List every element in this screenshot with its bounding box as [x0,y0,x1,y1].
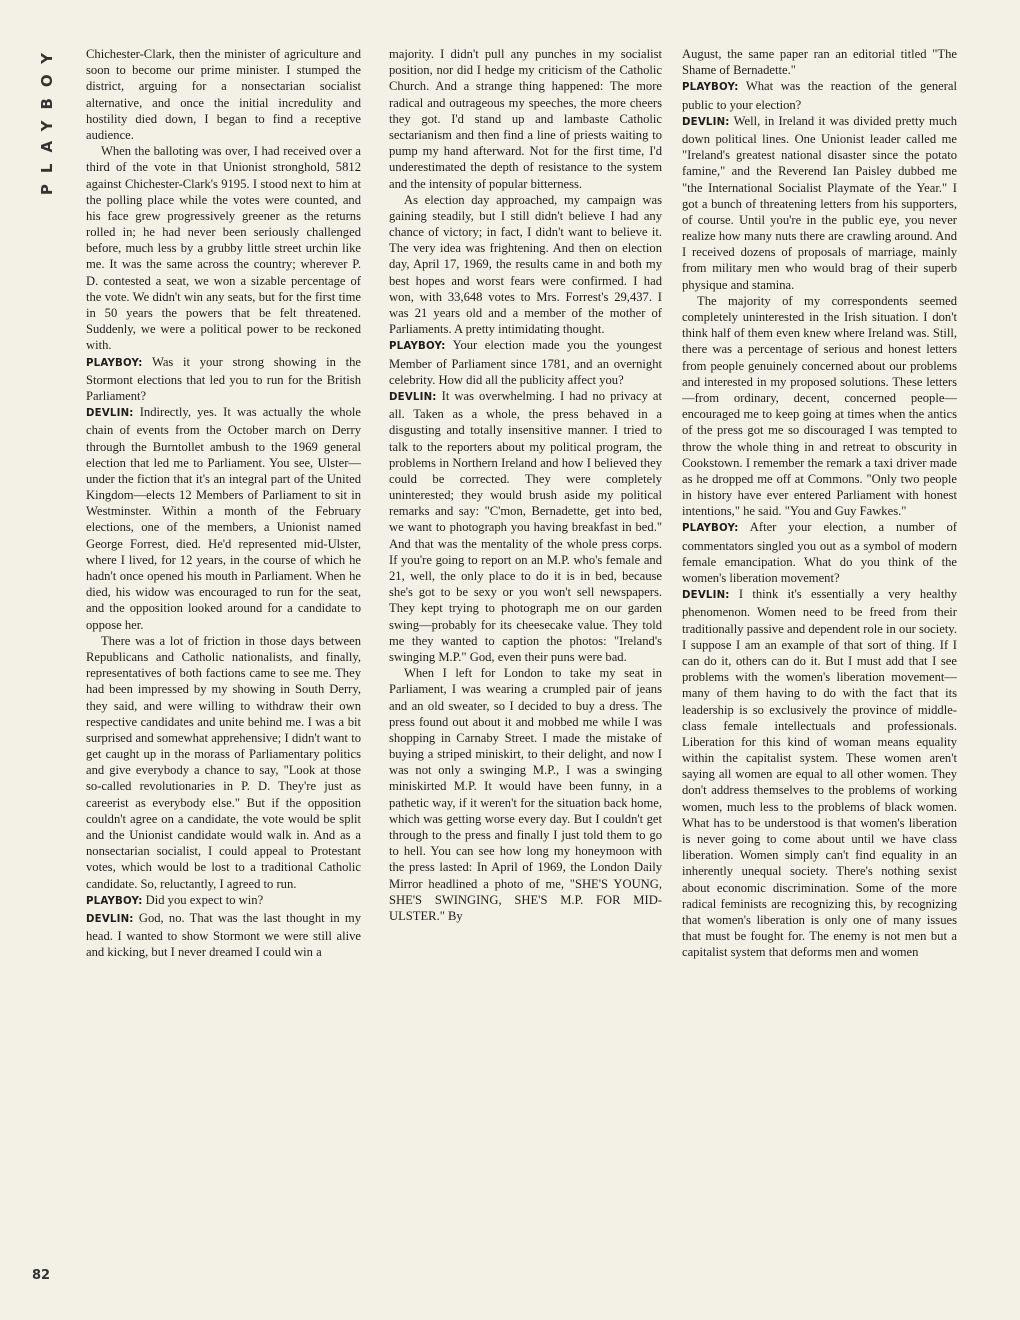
paragraph-text: majority. I didn't pull any punches in my socialist position, nor did I hedge my criticism of the Catholic Church. And a strange thing happened: The more radical and outrageous my speeches, the more cheers they got. I'd stand up and lambaste Catholic sectarianism and then find a line of priests waiting to pump my hand afterward. Not for the first time, I'd underestimated the depth of resistance to the system and the intensity of popular bitterness. [389,47,662,191]
speaker-label: PLAYBOY: [86,895,143,907]
paragraph-text: Well, in Ireland it was divided pretty much down political lines. One Unionist leader called me "Ireland's greatest national disaster since the potato famine," and the Reverend Ian Paisley dubbed me "the International Socialist Playmate of the Year." I got a bunch of threatening letters from his supporters, of course. Until you're in the public eye, you never realize how many nuts there are crawling around. And I received dozens of proposals of marriage, mainly from military men who would brag of their superb physique and stamina. [682,113,957,292]
paragraph [389,665,662,924]
paragraph-text: After your election, a number of commentators singled you out as a symbol of modern female emancipation. What do you think of the women's liberation movement? [682,520,957,585]
page-number: 82 [32,1268,51,1283]
paragraph-text: The majority of my correspondents seemed completely uninterested in the Irish situation. I don't think half of them even knew where Ireland was. Still, there was a percentage of serious and honest letters from people genuinely concerned about our problems and interested in my proposed solutions. These letters—from ordinary, decent, concerned people—encouraged me to keep going at times when the antics of the press got me so discouraged I was tempted to throw the whole thing in and retreat to obscurity in Cookstown. I remember the remark a taxi driver made as he dropped me off at Commons. "Only two people in history have ever entered Parliament with honest intentions," he said. "You and Guy Fawkes." [682,293,957,519]
paragraph-text: Chichester-Clark, then the minister of agriculture and soon to become our prime minister. I stumped the district, arguing for a nonsectarian socialist alternative, and once the initial incredulity and hostility died down, I began to find a receptive audience. [86,47,361,142]
paragraph-text: Indirectly, yes. It was actually the whole chain of events from the October march on Derry through the Burntollet ambush to the 1969 general election that led me to Parliament. You see, Ulster—under the fiction that it's an integral part of the United Kingdom—elects 12 Members of Parliament to sit in Westminster. Within a month of the February elections, one of the members, a Unionist named George Forrest, died. He'd represented mid-Ulster, where I lived, for 12 years, in the course of which he hadn't once opened his mouth in Parliament. When he died, his widow was encouraged to run for the seat, and the opposition looked around for a candidate to oppose her. [86,405,361,632]
speaker-label: PLAYBOY: [682,523,739,535]
paragraph [682,78,957,112]
speaker-label: DEVLIN: [86,408,134,420]
paragraph-text: There was a lot of friction in those days between Republicans and Catholic nationalists, and finally, representatives of both factions came to see me. They had been impressed by my showing in South Derry, they said, and were willing to withdraw their own respective candidates and unite behind me. I was a bit surprised and somewhat apprehensive; I didn't want to get caught up in the morass of Parliamentary politics and give everybody a chance to say, "Look at those so-called revolutionaries in P. D. They're just as careerist as everybody else." But if the opposition couldn't agree on a candidate, the vote would be split and the Unionist candidate would walk in. And as a nonsectarian socialist, I could appeal to Protestant votes, which would be lost to a traditional Catholic candidate. So, reluctantly, I agreed to run. [86,633,361,891]
speaker-label: DEVLIN: [682,116,730,128]
paragraph [682,519,957,586]
paragraph-text: I think it's essentially a very healthy phenomenon. Women need to be freed from their traditionally passive and dependent role in our society. I suppose I am an example of that sort of thing. If I can do it, others can do it. But I must add that I see problems with the women's liberation movement—many of them having to do with the fact that its leadership is so exclusively the province of middle-class female intellectuals and professionals. Liberation for this kind of woman means equality within the capitalist system. These women aren't saying all women are equal to all other women. They don't address themselves to the problems of working women, much less to the problems of black women. What has to be understood is that women's liberation is never going to come about until we have class liberation. Women simply can't find equality in an inherently unequal society. There's nothing sexist about economic discrimination. Some of the more radical feminists are recognizing this, by recognizing that women's liberation is only one of many issues that must be fought for. The enemy is not men but a capitalist system that deforms men and women [682,587,957,960]
paragraph [389,337,662,388]
paragraph-text: As election day approached, my campaign was gaining steadily, but I still didn't believe I had any chance of victory; in fact, I didn't want to believe it. The very idea was frightening. And then on election day, April 17, 1969, the results came in and both my best hopes and worst fears were confirmed. I had won, with 33,648 votes to Mrs. Forrest's 29,437. I was 21 years old and a member of the mother of Parliaments. A pretty intimidating thought. [389,192,662,337]
speaker-label: DEVLIN: [389,391,437,403]
paragraph [682,293,957,520]
paragraph-text: Was it your strong showing in the Stormont elections that led you to run for the British Parliament? [86,354,361,403]
paragraph [86,910,361,961]
paragraph-text: God, no. That was the last thought in my head. I wanted to show Stormont we were still alive and kicking, but I never dreamed I could win a [86,910,361,960]
paragraph [86,143,361,353]
paragraph [389,46,662,192]
paragraph-text: Did you expect to win? [145,892,264,907]
paragraph-text: Your election made you the youngest Member of Parliament since 1781, and an overnight celebrity. How did all the publicity affect you? [389,338,662,387]
paragraph [86,892,361,910]
paragraph-text: What was the reaction of the general public to your election? [682,79,957,112]
paragraph-text: When I left for London to take my seat in Parliament, I was wearing a crumpled pair of jeans and an old sweater, so I decided to buy a dress. The press found out about it and mobbed me while I was shopping in Carnaby Street. I made the mistake of buying a striped miniskirt, to their delight, and now I was not only a swinging M.P., I was a swinging miniskirted M.P. It would have been funny, in a pathetic way, if it weren't for the situation back home, which was getting worse every day. But I couldn't get through to the press and finally I just told them to go to hell. You can see how long my honeymoon with the press lasted: In April of 1969, the London Daily Mirror headlined a photo of me, "SHE'S YOUNG, SHE'S SWINGING, SHE'S M.P. FOR MID-ULSTER." By [389,666,662,923]
speaker-label: DEVLIN: [86,913,134,925]
paragraph [682,46,957,78]
paragraph [389,192,662,338]
text-column-2 [389,46,662,1308]
paragraph [682,113,957,293]
speaker-label: PLAYBOY: [682,82,739,94]
paragraph [389,388,662,665]
paragraph-text: August, the same paper ran an editorial titled "The Shame of Bernadette." [682,47,957,78]
speaker-label: DEVLIN: [682,590,730,602]
paragraph-text: It was overwhelming. I had no privacy at all. Taken as a whole, the press behaved in a disgusting and totally insensitive manner. I tried to talk to the reporters about my political program, the problems in Northern Ireland and how I believed they could be corrected. They were completely uninterested; they would brush aside my political remarks and say: "C'mon, Bernadette, get into bed, we want to photograph you having breakfast in bed." And that was the mentality of the whole press corps. If you're going to report on an M.P. who's female and 21, well, the only place to do it is in bed, because she's got to be sexy or you won't sell newspapers. They kept trying to photograph me on our garden swing—probably for its cheesecake value. They told me they wanted to caption the photos: "Ireland's swinging M.P." God, even their puns were bad. [389,388,662,664]
paragraph [86,354,361,405]
paragraph-text: When the balloting was over, I had received over a third of the vote in that Unionist stronghold, 5812 against Chichester-Clark's 9195. I stood next to him at the polling place while the votes were counted, and his face grew progressively greener as the returns rolled in; he had never been seriously challenged before, much less by a grubby little street urchin like me. It was the same across the country; wherever P. D. contested a seat, we won a sizable percentage of the vote. We didn't win any seats, but for the first time in 50 years the powers that be felt threatened. Suddenly, we were a political power to be reckoned with. [86,144,361,353]
paragraph [86,46,361,143]
speaker-label: PLAYBOY: [86,357,143,369]
magazine-vertical-logo: PLAYBOY [38,42,56,196]
text-column-1 [86,46,361,1308]
paragraph [86,404,361,633]
text-column-3 [682,46,957,1308]
paragraph [682,586,957,960]
paragraph [86,633,361,892]
speaker-label: PLAYBOY: [389,341,446,353]
